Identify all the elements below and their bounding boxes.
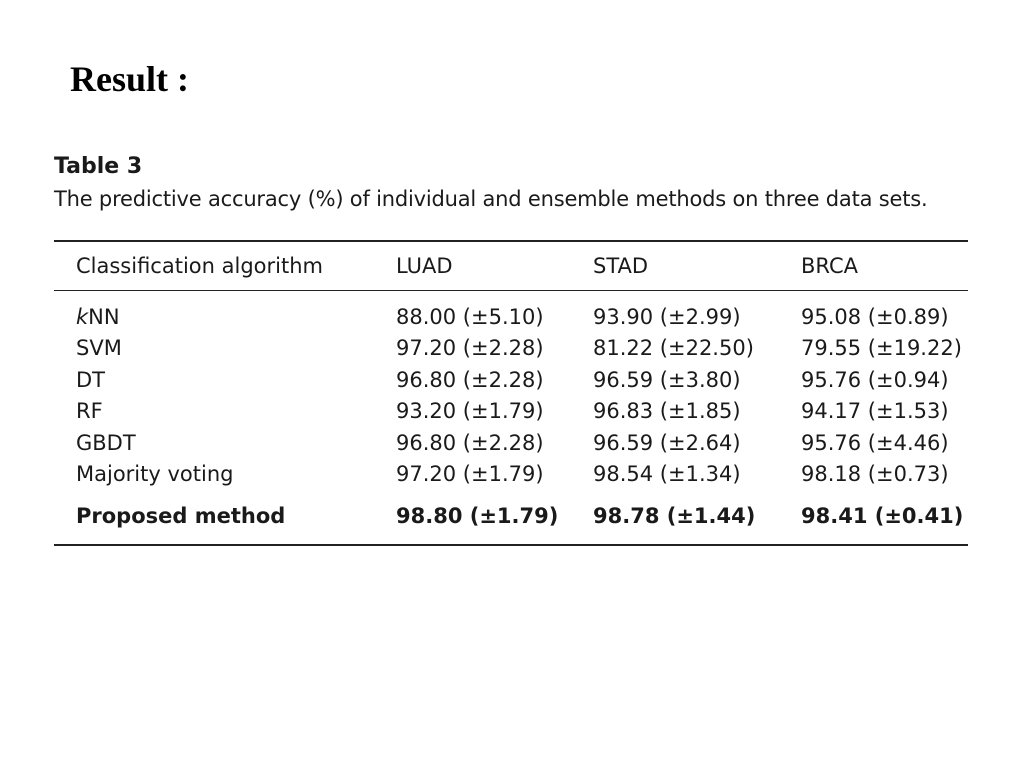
stad-cell: 98.54 (±1.34) xyxy=(593,462,741,487)
algorithm-cell: Majority voting xyxy=(76,462,234,487)
algorithm-cell: SVM xyxy=(76,336,122,361)
brca-cell: 98.18 (±0.73) xyxy=(801,462,949,487)
brca-cell: 79.55 (±19.22) xyxy=(801,336,962,361)
brca-cell: 98.41 (±0.41) xyxy=(801,504,964,528)
algorithm-name: NN xyxy=(88,304,120,329)
luad-cell: 97.20 (±1.79) xyxy=(396,462,544,487)
header-luad: LUAD xyxy=(396,241,593,291)
header-algorithm: Classification algorithm xyxy=(54,241,396,291)
algorithm-cell: GBDT xyxy=(76,430,136,455)
luad-cell: 96.80 (±2.28) xyxy=(396,430,544,455)
table-label: Table 3 xyxy=(54,154,143,179)
table-row xyxy=(54,396,968,428)
stad-cell: 93.90 (±2.99) xyxy=(593,304,741,329)
stad-cell: 96.59 (±2.64) xyxy=(593,430,741,455)
table-header-row xyxy=(54,241,968,291)
table-row xyxy=(54,333,968,365)
luad-cell: 88.00 (±5.10) xyxy=(396,304,544,329)
table-row xyxy=(54,459,968,495)
proposed-method-row xyxy=(54,494,968,545)
algorithm-cell: RF xyxy=(76,399,103,424)
brca-cell: 94.17 (±1.53) xyxy=(801,399,949,424)
stad-cell: 81.22 (±22.50) xyxy=(593,336,754,361)
slide-title: Result : xyxy=(70,59,189,99)
header-brca: BRCA xyxy=(801,241,968,291)
table-row xyxy=(54,364,968,396)
brca-cell: 95.76 (±0.94) xyxy=(801,367,949,392)
table-row xyxy=(54,291,968,333)
table-row xyxy=(54,427,968,459)
table-block xyxy=(54,152,968,546)
stad-cell: 96.83 (±1.85) xyxy=(593,399,741,424)
algorithm-cell: Proposed method xyxy=(76,504,286,528)
algorithm-prefix: k xyxy=(76,304,89,329)
stad-cell: 96.59 (±3.80) xyxy=(593,367,741,392)
brca-cell: 95.08 (±0.89) xyxy=(801,304,949,329)
algorithm-cell: DT xyxy=(76,367,105,392)
table-caption: The predictive accuracy (%) of individual and ensemble methods on three data sets. xyxy=(54,187,928,211)
luad-cell: 96.80 (±2.28) xyxy=(396,367,544,392)
luad-cell: 98.80 (±1.79) xyxy=(396,504,559,528)
algorithm-cell xyxy=(54,291,396,333)
stad-cell: 98.78 (±1.44) xyxy=(593,504,756,528)
header-stad: STAD xyxy=(593,241,801,291)
luad-cell: 97.20 (±2.28) xyxy=(396,336,544,361)
accuracy-table xyxy=(54,240,968,546)
luad-cell: 93.20 (±1.79) xyxy=(396,399,544,424)
brca-cell: 95.76 (±4.46) xyxy=(801,430,949,455)
